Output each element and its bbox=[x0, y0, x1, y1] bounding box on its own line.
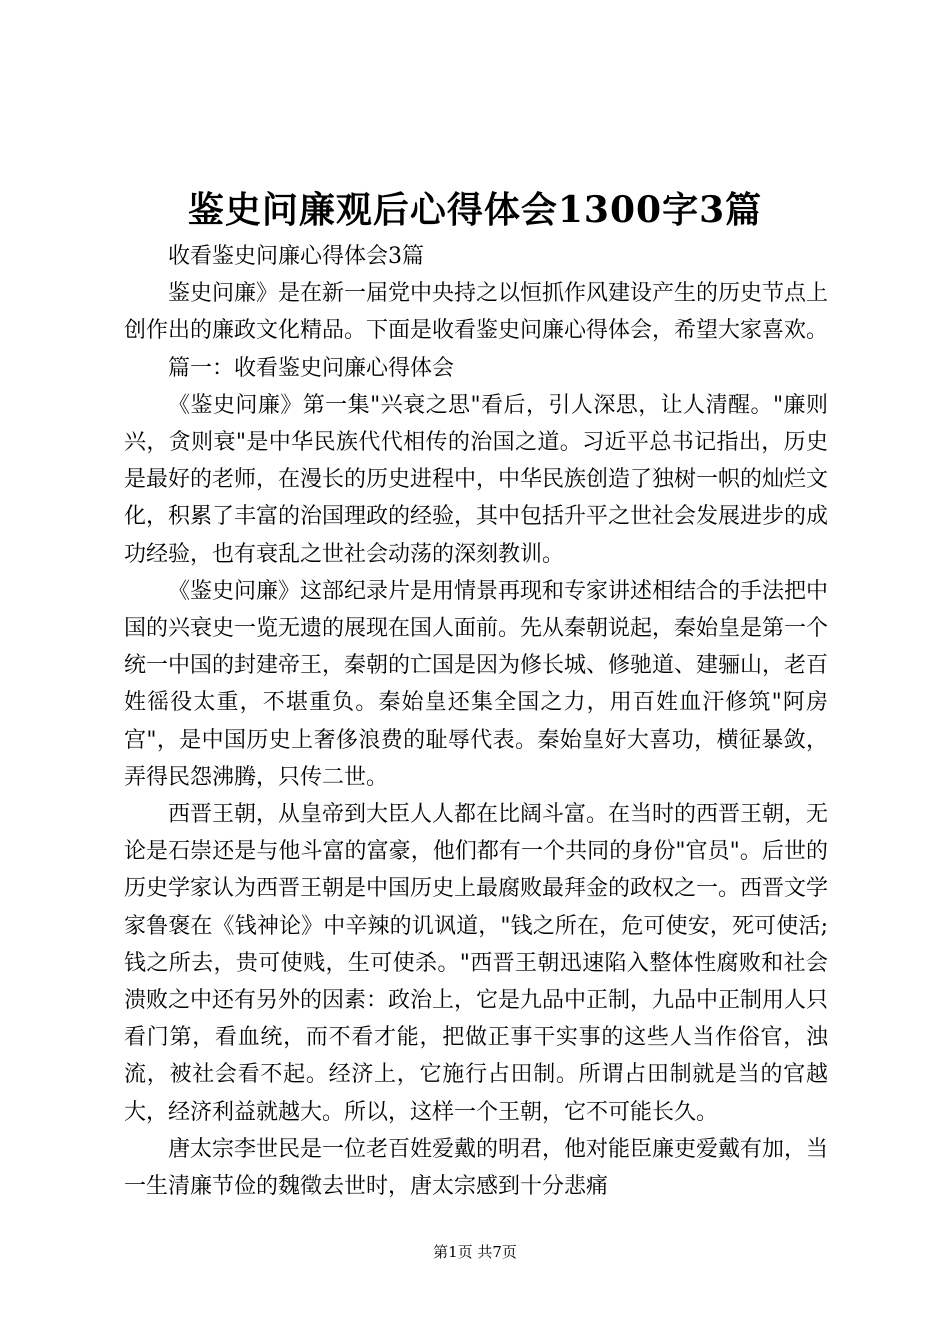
paragraph-body: 西晋王朝，从皇帝到大臣人人都在比阔斗富。在当时的西晋王朝，无论是石崇还是与他斗富的富豪，他们都有一个共同的身份"官员"。后世的历史学家认为西晋王朝是中国历史上最腐败最拜金的政权之一。西晋文学家鲁褒在《钱神论》中辛辣的讥讽道，"钱之所在，危可使安，死可使活;钱之所去，贵可使贱，生可使杀。"西晋王朝迅速陷入整体性腐败和社会溃败之中还有另外的因素：政治上，它是九品中正制，九品中正制用人只看门第，看血统，而不看才能，把做正事干实事的这些人当作俗官，浊流，被社会看不起。经济上，它施行占田制。所谓占田制就是当的官越大，经济利益就越大。所以，这样一个王朝，它不可能长久。 bbox=[124, 802, 829, 1125]
paragraph-subtitle: 收看鉴史问廉心得体会3篇 bbox=[168, 244, 424, 269]
document-body bbox=[124, 238, 828, 1205]
paragraph-section-heading: 篇一：收看鉴史问廉心得体会 bbox=[168, 355, 455, 381]
paragraph-body: 《鉴史问廉》第一集"兴衰之思"看后，引人深思，让人清醒。"廉则兴，贪则衰"是中华民族代代相传的治国之道。习近平总书记指出，历史是最好的老师，在漫长的历史进程中，中华民族创造了独树一帜的灿烂文化，积累了丰富的治国理政的经验，其中包括升平之世社会发展进步的成功经验，也有衰乱之世社会动荡的深刻教训。 bbox=[124, 392, 829, 567]
document-title: 鉴史问廉观后心得体会1300字3篇 bbox=[187, 189, 763, 231]
page-number-footer: 第1页 共7页 bbox=[433, 1243, 517, 1261]
paragraph-body: 《鉴史问廉》这部纪录片是用情景再现和专家讲述相结合的手法把中国的兴衰史一览无遗的展现在国人面前。先从秦朝说起，秦始皇是第一个统一中国的封建帝王，秦朝的亡国是因为修长城、修驰道、建骊山，老百姓徭役太重，不堪重负。秦始皇还集全国之力，用百姓血汗修筑"阿房宫"，是中国历史上奢侈浪费的耻辱代表。秦始皇好大喜功，横征暴敛，弄得民怨沸腾，只传二世。 bbox=[124, 578, 829, 790]
paragraph-body: 唐太宗李世民是一位老百姓爱戴的明君，他对能臣廉吏爱戴有加，当一生清廉节俭的魏徵去世时，唐太宗感到十分悲痛 bbox=[124, 1136, 829, 1200]
paragraph-intro: 鉴史问廉》是在新一届党中央持之以恒抓作风建设产生的历史节点上创作出的廉政文化精品。下面是收看鉴史问廉心得体会，希望大家喜欢。 bbox=[124, 281, 829, 344]
